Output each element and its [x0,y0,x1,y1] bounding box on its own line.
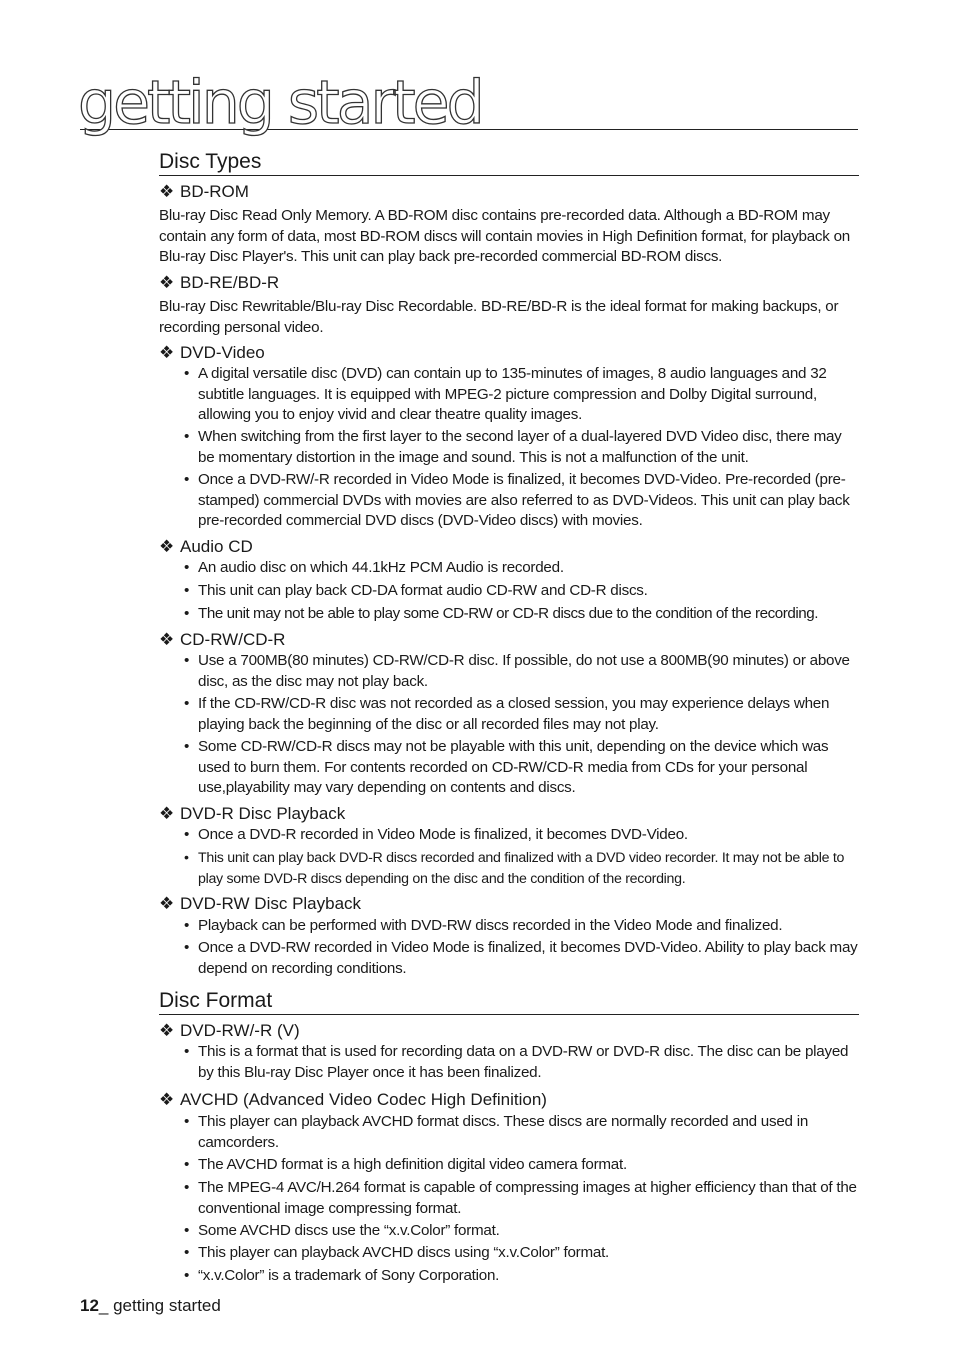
list-item: • This player can playback AVCHD discs using “x.v.Color” format. [184,1244,610,1261]
list-item: • This unit can play back DVD-R discs recorded and finalized with a DVD video recorder. It may not be able to play some DVD-R discs depending on the disc and the condition of the recording. [184,850,845,887]
list-item: • This unit can play back CD-DA format audio CD-RW and CD-R discs. [184,582,648,599]
subheading-dvd-r-playback: ❖ DVD-R Disc Playback [159,804,346,823]
list-item: • A digital versatile disc (DVD) can contain up to 135-minutes of images, 8 audio languages and 32 subtitle languages. It is equipped with MPEG-2 picture compression and Dolby Digital surround, allowing you to enjoy vivid and clear theatre quality images. [184,365,827,423]
list-item: • “x.v.Color” is a trademark of Sony Corporation. [184,1267,500,1284]
list-item: • Some AVCHD discs use the “x.v.Color” format. [184,1222,500,1239]
list-item: • The AVCHD format is a high definition digital video camera format. [184,1156,627,1173]
chapter-title: getting started [78,68,482,138]
subheading-avchd: ❖ AVCHD (Advanced Video Codec High Definition) [159,1090,547,1109]
diamond-bullet-icon: ❖ [159,1090,175,1109]
list-item: • This player can playback AVCHD format discs. These discs are normally recorded and used in camcorders. [184,1113,809,1151]
diamond-bullet-icon: ❖ [159,537,175,556]
list-item: • If the CD-RW/CD-R disc was not recorded as a closed session, you may experience delays when playing back the beginning of the disc or all recorded files may not play. [184,695,830,733]
subheading-dvd-video: ❖ DVD-Video [159,343,265,362]
list-item: • Once a DVD-RW/-R recorded in Video Mode is finalized, it becomes DVD-Video. Pre-recorded (pre-stamped) commercial DVDs with movies are also referred to as DVD-Videos. This unit can play back pre-recorded commercial DVD discs (DVD-Video discs) with movies. [184,471,850,529]
section-title-disc-format: Disc Format [159,988,859,1015]
list-item: • Playback can be performed with DVD-RW discs recorded in the Video Mode and finalized. [184,917,783,934]
list-item: • Use a 700MB(80 minutes) CD-RW/CD-R disc. If possible, do not use a 800MB(90 minutes) or above disc, as the disc may not play back. [184,652,850,690]
subheading-cd-rw: ❖ CD-RW/CD-R [159,630,286,649]
page-number: 12 [80,1296,99,1315]
diamond-bullet-icon: ❖ [159,182,175,201]
diamond-bullet-icon: ❖ [159,894,175,913]
list-item: • Once a DVD-R recorded in Video Mode is finalized, it becomes DVD-Video. [184,826,688,843]
list-item: • This is a format that is used for recording data on a DVD-RW or DVD-R disc. The disc can be played by this Blu-ray Disc Player once it has been finalized. [184,1043,849,1081]
list-item: • When switching from the first layer to the second layer of a dual-layered DVD Video disc, there may be momentary distortion in the image and sound. This is not a malfunction of the unit. [184,428,842,466]
page-footer [80,1296,221,1316]
diamond-bullet-icon: ❖ [159,804,175,823]
list-item: • Some CD-RW/CD-R discs may not be playable with this unit, depending on the device which was used to burn them. For contents recorded on CD-RW/CD-R media from CDs for your personal use,playability may vary depending on contents and discs. [184,738,829,796]
list-item: • Once a DVD-RW recorded in Video Mode is finalized, it becomes DVD-Video. Ability to play back may depend on recording conditions. [184,939,858,977]
paragraph-bd-re: Blu-ray Disc Rewritable/Blu-ray Disc Recordable. BD-RE/BD-R is the ideal format for making backups, or recording personal video. [159,298,839,336]
subheading-audio-cd: ❖ Audio CD [159,537,253,556]
diamond-bullet-icon: ❖ [159,1021,175,1040]
list-item: • An audio disc on which 44.1kHz PCM Audio is recorded. [184,559,564,576]
subheading-dvd-rw-playback: ❖ DVD-RW Disc Playback [159,894,362,913]
diamond-bullet-icon: ❖ [159,273,175,292]
paragraph-bd-rom: Blu-ray Disc Read Only Memory. A BD-ROM disc contains pre-recorded data. Although a BD-ROM may contain any form of data, most BD-ROM discs will contain movies in High Definition format, for playback on Blu-ray Disc Player's. This unit can play back pre-recorded commercial BD-ROM discs. [159,207,850,265]
subheading-bd-rom: ❖ BD-ROM [159,182,249,201]
list-item: • The MPEG-4 AVC/H.264 format is capable of compressing images at higher efficiency than that of the conventional image compressing format. [184,1179,857,1217]
diamond-bullet-icon: ❖ [159,630,175,649]
list-item: • The unit may not be able to play some CD-RW or CD-R discs due to the condition of the recording. [184,605,819,622]
diamond-bullet-icon: ❖ [159,343,175,362]
footer-label: _ getting started [98,1296,221,1315]
subheading-dvd-rw-r-v: ❖ DVD-RW/-R (V) [159,1021,300,1040]
section-title-disc-types: Disc Types [159,149,859,176]
chapter-header [78,68,858,138]
subheading-bd-re: ❖ BD-RE/BD-R [159,273,280,292]
